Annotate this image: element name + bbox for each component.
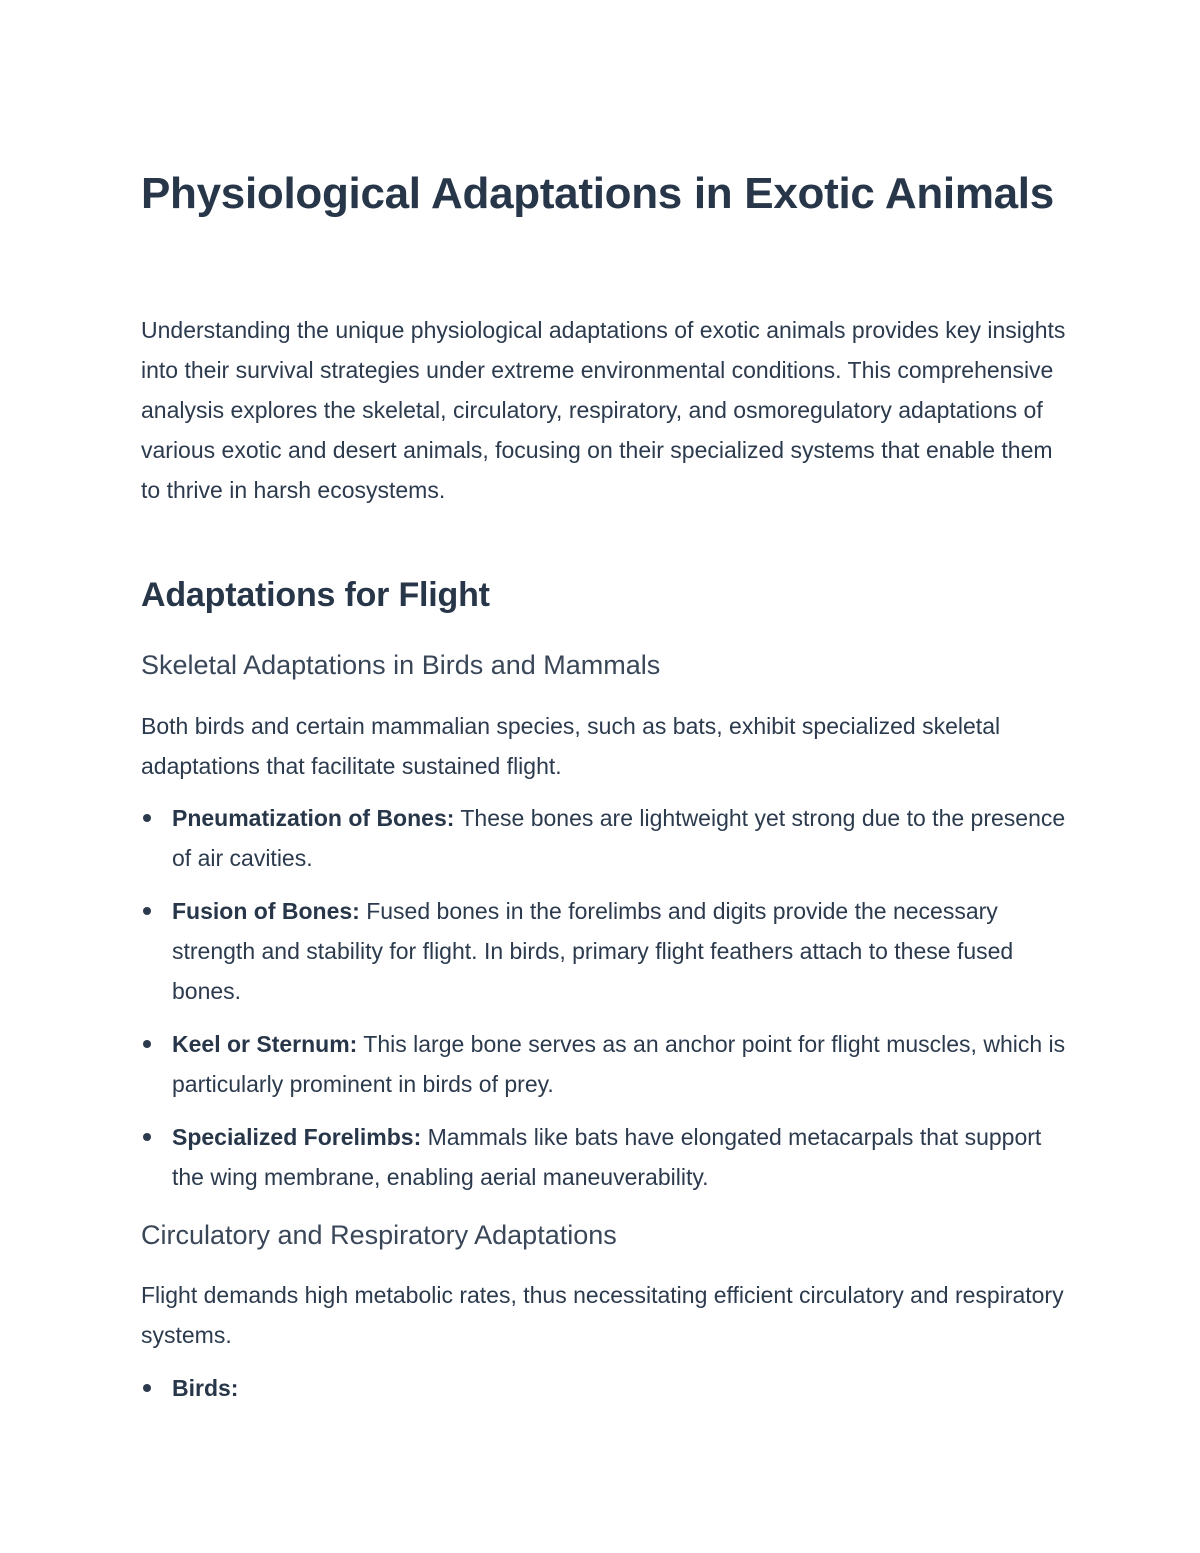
bullet-icon [143, 1040, 151, 1048]
subsection-heading-circulatory: Circulatory and Respiratory Adaptations [141, 1220, 617, 1250]
circulatory-paragraph: Flight demands high metabolic rates, thus necessitating efficient circulatory and respiratory systems. [141, 1282, 1064, 1348]
list-item-text: Mammals like bats have elongated metacarpals that support the wing membrane, enabling aerial maneuverability. [172, 1124, 1042, 1190]
list-item-term: Keel or Sternum: [172, 1031, 358, 1057]
subsection-heading-skeletal: Skeletal Adaptations in Birds and Mammals [141, 650, 661, 680]
list-item-text: These bones are lightweight yet strong due to the presence of air cavities. [172, 805, 1066, 871]
list-item [141, 1024, 1066, 1104]
list-item [141, 798, 1066, 878]
bullet-icon [143, 814, 151, 822]
skeletal-paragraph: Both birds and certain mammalian species, such as bats, exhibit specialized skeletal adaptations that facilitate sustained flight. [141, 713, 1001, 779]
bullet-icon [143, 907, 151, 915]
list-item-text: This large bone serves as an anchor point for flight muscles, which is particularly prominent in birds of prey. [172, 1031, 1066, 1097]
bullet-icon [143, 1133, 151, 1141]
list-item [141, 1117, 1066, 1197]
list-item [141, 1368, 1066, 1408]
list-item [141, 891, 1066, 1011]
intro-paragraph: Understanding the unique physiological adaptations of exotic animals provides key insights into their survival strategies under extreme environmental conditions. This comprehensive analysis explores the skeletal, circulatory, respiratory, and osmoregulatory adaptations of various exotic and desert animals, focusing on their specialized systems that enable them to thrive in harsh ecosystems. [141, 317, 1066, 503]
skeletal-list [141, 798, 1066, 1210]
bullet-icon [143, 1384, 151, 1392]
page-title: Physiological Adaptations in Exotic Animals [141, 169, 1054, 218]
circulatory-list [141, 1368, 1066, 1421]
list-item-term: Birds: [172, 1375, 239, 1401]
list-item-term: Specialized Forelimbs: [172, 1124, 422, 1150]
list-item-term: Fusion of Bones: [172, 898, 360, 924]
list-item-term: Pneumatization of Bones: [172, 805, 455, 831]
section-heading-flight: Adaptations for Flight [141, 576, 490, 614]
list-item-text: Fused bones in the forelimbs and digits provide the necessary strength and stability for flight. In birds, primary flight feathers attach to these fused bones. [172, 898, 1014, 1004]
